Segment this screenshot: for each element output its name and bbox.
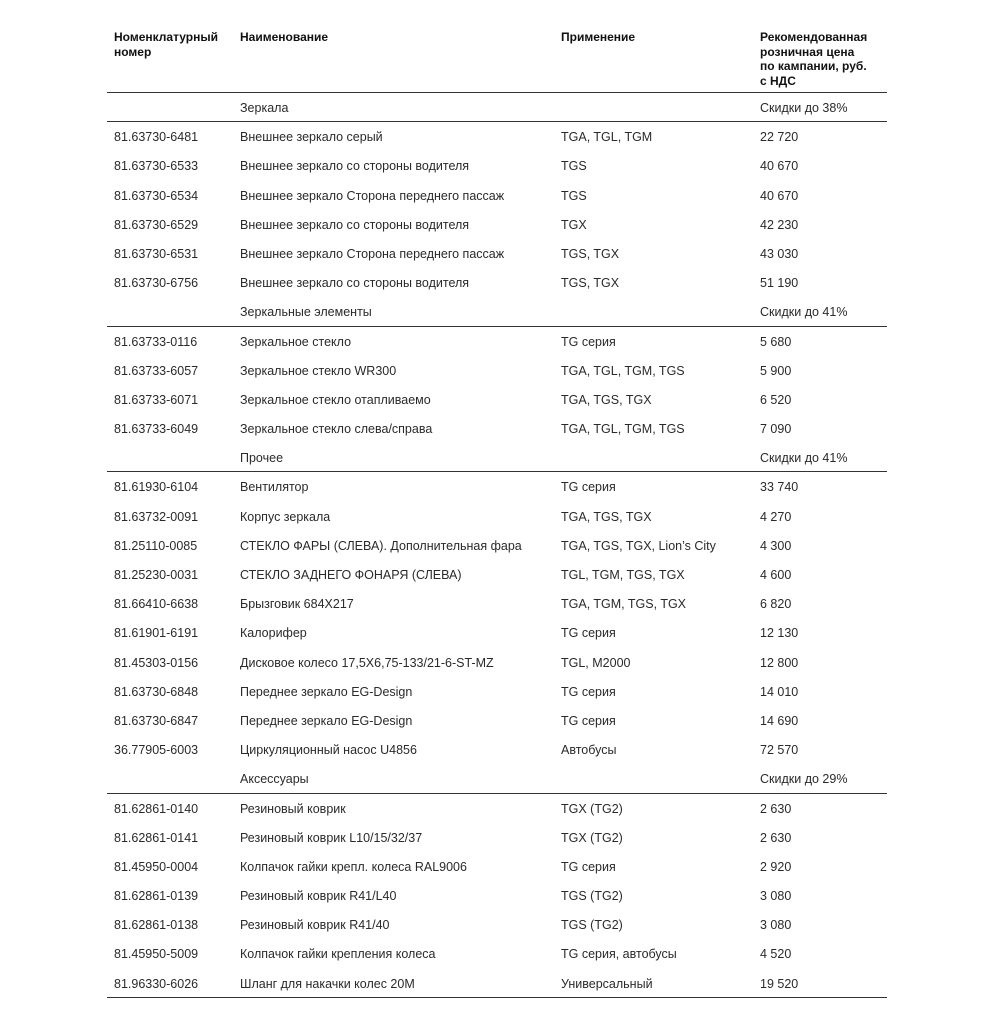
part-number: 81.62861-0141 [114, 830, 199, 845]
part-price: 14 010 [760, 684, 799, 699]
part-price: 3 080 [760, 889, 792, 904]
column-header-price: Рекомендованная розничная цена по кампании, руб. с НДС [760, 30, 868, 88]
part-name: Зеркальное стекло [240, 334, 352, 349]
table-header [107, 0, 887, 93]
table-row [107, 969, 887, 998]
part-name: Зеркальное стекло WR300 [240, 363, 397, 378]
table-row [107, 560, 887, 589]
section-discount: Скидки до 41% [760, 305, 848, 320]
part-usage: TGX (TG2) [561, 801, 623, 816]
part-name: Дисковое колесо 17,5X6,75-133/21-6-ST-MZ [240, 655, 494, 670]
part-number: 81.63730-6848 [114, 684, 199, 699]
part-name: Шланг для накачки колес 20M [240, 976, 415, 991]
part-number: 81.63733-6049 [114, 422, 199, 437]
table-row [107, 210, 887, 239]
section-header-row [107, 764, 887, 793]
part-number: 81.62861-0140 [114, 801, 199, 816]
part-name: Резиновый коврик R41/L40 [240, 889, 397, 904]
part-number: 81.61901-6191 [114, 626, 199, 641]
part-name: Вентилятор [240, 480, 309, 495]
part-number: 81.25110-0085 [114, 538, 198, 553]
part-number: 81.66410-6638 [114, 597, 199, 612]
part-name: Зеркальное стекло слева/справа [240, 422, 433, 437]
part-name: Внешнее зеркало со стороны водителя [240, 276, 470, 291]
table-row [107, 327, 887, 356]
part-price: 40 670 [760, 188, 799, 203]
part-name: Колпачок гайки крепл. колеса RAL9006 [240, 859, 467, 874]
part-usage: TG серия, автобусы [561, 947, 677, 962]
part-usage: TGX (TG2) [561, 830, 623, 845]
part-usage: TG серия [561, 626, 616, 641]
part-usage: TGA, TGS, TGX [561, 509, 652, 524]
part-usage: TGA, TGS, TGX [561, 392, 652, 407]
part-usage: TGS [561, 188, 587, 203]
part-number: 81.45950-5009 [114, 947, 199, 962]
part-price: 43 030 [760, 246, 799, 261]
part-name: Переднее зеркало EG-Design [240, 713, 413, 728]
price-table [107, 0, 887, 998]
part-number: 81.61930-6104 [114, 480, 199, 495]
column-header-name: Наименование [240, 30, 329, 44]
part-name: СТЕКЛО ЗАДНЕГО ФОНАРЯ (СЛЕВА) [240, 568, 462, 582]
section-discount: Скидки до 41% [760, 451, 848, 466]
table-row [107, 589, 887, 618]
part-price: 3 080 [760, 918, 792, 933]
part-price: 6 520 [760, 392, 792, 407]
part-number: 81.63730-6847 [114, 713, 199, 728]
table-row [107, 677, 887, 706]
part-price: 51 190 [760, 276, 799, 291]
table-row [107, 181, 887, 210]
part-number: 81.63730-6531 [114, 246, 199, 261]
table-row [107, 356, 887, 385]
table-row [107, 531, 887, 560]
part-name: Корпус зеркала [240, 509, 331, 524]
table-row [107, 823, 887, 852]
part-price: 72 570 [760, 743, 799, 758]
part-usage: TGS (TG2) [561, 918, 623, 933]
table-row [107, 706, 887, 735]
part-price: 4 300 [760, 538, 792, 553]
part-number: 81.96330-6026 [114, 976, 199, 991]
part-price: 19 520 [760, 976, 799, 991]
column-header-usage: Применение [561, 30, 636, 44]
part-number: 81.62861-0139 [114, 889, 199, 904]
section-title: Аксессуары [240, 772, 309, 787]
part-number: 81.63730-6481 [114, 130, 199, 145]
part-usage: TGA, TGL, TGM, TGS [561, 422, 685, 437]
part-name: Зеркальное стекло отапливаемо [240, 392, 431, 407]
part-number: 81.63732-0091 [114, 509, 199, 524]
part-number: 81.63733-0116 [114, 334, 198, 349]
part-price: 5 900 [760, 363, 792, 378]
table-row [107, 618, 887, 647]
part-usage: TGX [561, 217, 587, 232]
part-number: 81.45303-0156 [114, 655, 199, 670]
part-usage: Автобусы [561, 743, 617, 758]
part-usage: TG серия [561, 859, 616, 874]
part-usage: TG серия [561, 713, 616, 728]
part-name: Внешнее зеркало серый [240, 130, 383, 145]
part-name: Брызговик 684X217 [240, 597, 354, 612]
part-usage: TG серия [561, 334, 616, 349]
part-usage: TGS [561, 159, 587, 174]
section-title: Прочее [240, 451, 284, 466]
table-row [107, 939, 887, 968]
part-number: 81.63733-6071 [114, 392, 199, 407]
part-name: СТЕКЛО ФАРЫ (СЛЕВА). Дополнительная фара [240, 538, 522, 553]
part-name: Колпачок гайки крепления колеса [240, 947, 436, 962]
part-name: Резиновый коврик [240, 801, 346, 816]
part-usage: TGA, TGM, TGS, TGX [561, 597, 687, 612]
part-name: Циркуляционный насос U4856 [240, 743, 417, 758]
section-header-row [107, 297, 887, 326]
part-price: 12 130 [760, 626, 799, 641]
section-discount: Скидки до 38% [760, 101, 848, 115]
part-number: 81.62861-0138 [114, 918, 199, 933]
part-price: 22 720 [760, 130, 799, 145]
part-number: 81.63730-6756 [114, 276, 199, 291]
part-number: 81.63733-6057 [114, 363, 199, 378]
table-row [107, 472, 887, 501]
table-row [107, 910, 887, 939]
table-row [107, 122, 887, 151]
part-number: 81.63730-6533 [114, 159, 199, 174]
part-usage: TGS (TG2) [561, 889, 623, 904]
table-row [107, 881, 887, 910]
table-row [107, 268, 887, 297]
part-price: 4 600 [760, 568, 792, 582]
table-row [107, 239, 887, 268]
part-price: 2 630 [760, 830, 792, 845]
part-number: 81.63730-6529 [114, 217, 199, 232]
part-usage: TGL, M2000 [561, 655, 631, 670]
table-row [107, 648, 887, 677]
part-price: 5 680 [760, 334, 792, 349]
table-row [107, 502, 887, 531]
part-usage: TGL, TGM, TGS, TGX [561, 568, 685, 582]
table-row [107, 735, 887, 764]
part-price: 12 800 [760, 655, 799, 670]
part-price: 42 230 [760, 217, 799, 232]
part-price: 7 090 [760, 422, 792, 437]
part-price: 2 920 [760, 859, 792, 874]
part-usage: TG серия [561, 480, 616, 495]
part-name: Резиновый коврик R41/40 [240, 918, 390, 933]
section-header-row [107, 93, 887, 122]
table-row [107, 385, 887, 414]
table-row [107, 794, 887, 823]
part-name: Резиновый коврик L10/15/32/37 [240, 830, 423, 845]
section-discount: Скидки до 29% [760, 772, 848, 787]
part-number: 36.77905-6003 [114, 743, 199, 758]
part-name: Внешнее зеркало Сторона переднего пассаж [240, 246, 505, 261]
part-usage: TG серия [561, 684, 616, 699]
part-usage: TGS, TGX [561, 276, 620, 291]
section-header-row [107, 443, 887, 472]
part-usage: TGA, TGS, TGX, Lion’s City [561, 538, 716, 553]
part-price: 14 690 [760, 713, 799, 728]
table-row [107, 151, 887, 180]
part-price: 4 270 [760, 509, 792, 524]
part-usage: TGA, TGL, TGM, TGS [561, 363, 685, 378]
part-price: 40 670 [760, 159, 799, 174]
table-body [107, 93, 887, 998]
part-usage: Универсальный [561, 976, 653, 991]
table-row [107, 852, 887, 881]
part-number: 81.45950-0004 [114, 859, 199, 874]
part-price: 33 740 [760, 480, 799, 495]
part-usage: TGA, TGL, TGM [561, 130, 653, 145]
part-name: Переднее зеркало EG-Design [240, 684, 413, 699]
part-name: Внешнее зеркало со стороны водителя [240, 159, 470, 174]
part-price: 4 520 [760, 947, 792, 962]
table-row [107, 414, 887, 443]
column-header-number: Номенклатурный номер [114, 30, 218, 59]
section-title: Зеркала [240, 101, 289, 115]
part-price: 6 820 [760, 597, 792, 612]
section-title: Зеркальные элементы [240, 305, 372, 320]
part-name: Калорифер [240, 626, 307, 641]
part-number: 81.25230-0031 [114, 568, 199, 582]
part-price: 2 630 [760, 801, 792, 816]
part-usage: TGS, TGX [561, 246, 620, 261]
part-name: Внешнее зеркало Сторона переднего пассаж [240, 188, 505, 203]
part-name: Внешнее зеркало со стороны водителя [240, 217, 470, 232]
part-number: 81.63730-6534 [114, 188, 199, 203]
